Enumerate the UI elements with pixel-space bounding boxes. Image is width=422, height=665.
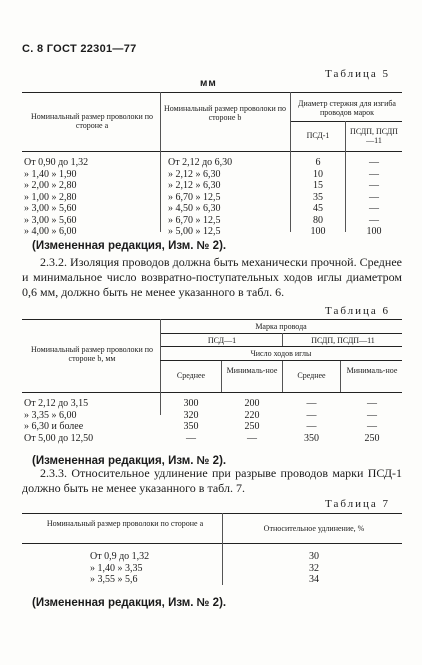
table5-row-psdp: — — [369, 203, 379, 214]
table6-row-min2: — — [367, 398, 377, 409]
table6-vline-1 — [160, 319, 161, 415]
table5-row-psd: 35 — [313, 191, 323, 203]
table7-row-a: От 0,9 до 1,32 — [90, 551, 150, 562]
paragraph-2-3-3: 2.3.3. Относительное удлинение при разрыве проводов марки ПСД-1 должно быть не менее указанного в табл. 7. — [22, 466, 402, 495]
table7-row-a: » 1,40 » 3,35 — [90, 562, 143, 574]
table5-row-psd: 10 — [313, 168, 323, 180]
table5-row-a: » 3,00 » 5,60 — [24, 203, 77, 214]
table7-vline — [222, 513, 223, 585]
table5-vline-2 — [290, 92, 291, 232]
table6-row-min1: 200 — [244, 398, 260, 409]
table5-row-psd: 45 — [313, 203, 323, 214]
table6-brand-header: Марка провода — [255, 322, 307, 331]
table7-col-a-header: Номинальный размер проволоки по стороне a — [46, 519, 204, 528]
table6-row-avg1: 320 — [183, 409, 199, 421]
table6-row-avg2: 350 — [304, 432, 319, 444]
table6-psdp-header: ПСДП, ПСДП—11 — [311, 336, 375, 345]
table5-vline-3 — [345, 121, 346, 232]
table6-strokes-header: Число ходов иглы — [250, 349, 312, 358]
table7-top-rule — [22, 513, 402, 514]
table6-row-avg2: — — [306, 398, 317, 409]
edit-note-2: (Измененная редакция, Изм. № 2). — [32, 455, 227, 467]
table6-vline-2 — [221, 360, 222, 392]
table6-vline-4 — [340, 360, 341, 392]
table5-caption: Таблица 5 — [325, 68, 391, 80]
table6-col-min1-values — [223, 398, 281, 444]
table6-row-min2: 250 — [364, 432, 380, 444]
table6-psd-header: ПСД—1 — [207, 336, 237, 345]
table6-min2-header: Минималь-ное — [346, 366, 398, 375]
table5-row-psdp: — — [369, 180, 379, 191]
table7-head-rule — [22, 543, 402, 544]
table6-row-avg2: — — [306, 409, 317, 421]
table7-row-a: » 3,55 » 5,6 — [90, 574, 138, 585]
table6-col-min2-values — [342, 398, 402, 444]
table6-row-b: От 5,00 до 12,50 — [24, 432, 94, 444]
table6-vline-3 — [282, 360, 283, 392]
table5-row-psdp: — — [369, 191, 379, 203]
table6-vline-mid — [282, 333, 283, 346]
table6-rule-2 — [160, 346, 402, 347]
table6-row-min1: — — [247, 432, 257, 444]
table5-col-a-values — [24, 157, 154, 238]
table7-row-el: 32 — [309, 562, 319, 574]
table5-col-psd-values — [292, 157, 344, 238]
table5-unit: мм — [200, 78, 217, 89]
table5-row-b: » 4,50 » 6,30 — [168, 203, 221, 214]
table6-row-avg2: — — [306, 421, 317, 432]
table6-head-rule — [22, 392, 402, 393]
table7-row-el: 34 — [309, 574, 319, 585]
edit-note-3: (Измененная редакция, Изм. № 2). — [32, 597, 227, 609]
table5-row-psdp: — — [369, 168, 379, 180]
table7-col-el-values — [226, 551, 402, 586]
table7-row-el: 30 — [309, 551, 319, 562]
paragraph-2-3-2: 2.3.2. Изоляция проводов должна быть механически прочной. Среднее и минимальное число возвратно-поступательных ходов иглы диаметром 0,6 мм, должно быть не менее указанного в табл. 6. — [22, 255, 402, 299]
table5-row-a: » 2,00 » 2,80 — [24, 180, 77, 191]
table5-row-b: » 6,70 » 12,5 — [168, 214, 221, 226]
table6-row-min1: 220 — [244, 409, 260, 421]
table7-col-el-header: Относительное удлинение, % — [263, 524, 365, 533]
table5-vline-1 — [160, 92, 161, 232]
table7-caption: Таблица 7 — [325, 498, 391, 510]
table5-row-b: » 2,12 » 6,30 — [168, 180, 221, 191]
table6-row-min1: 250 — [244, 421, 260, 432]
table5-row-a: » 1,00 » 2,80 — [24, 191, 77, 203]
table6-row-b: » 6,30 и более — [24, 421, 84, 432]
table5-col-a-header: Номинальный размер проволоки по стороне a — [31, 112, 153, 130]
table6-rule-3 — [160, 360, 402, 361]
table5-row-psdp: — — [369, 157, 379, 168]
table6-avg1-header: Среднее — [176, 371, 206, 380]
table6-rule-1 — [160, 333, 402, 334]
table5-top-rule — [22, 92, 402, 93]
table5-row-a: » 4,00 » 6,00 — [24, 226, 77, 237]
table5-col-group-header: Диаметр стержня для изгиба проводов марок — [298, 99, 396, 117]
table6-row-min2: — — [367, 409, 377, 421]
table5-row-a: » 1,40 » 1,90 — [24, 168, 77, 180]
table5-row-psd: 100 — [310, 226, 326, 237]
table5-col-b-header: Номинальный размер проволоки по стороне b — [164, 104, 286, 122]
table6-row-min2: — — [367, 421, 377, 432]
table5-row-a: От 0,90 до 1,32 — [24, 157, 89, 168]
table5-col-psdp-values — [347, 157, 401, 238]
edit-note-1: (Измененная редакция, Изм. № 2). — [32, 240, 227, 252]
table5-row-b: От 2,12 до 6,30 — [168, 157, 233, 168]
table6-row-b: » 3,35 » 6,00 — [24, 409, 77, 421]
table6-top-rule — [22, 319, 402, 320]
table6-row-avg1: — — [186, 432, 196, 444]
table5-row-psd: 6 — [315, 157, 321, 168]
table6-avg2-header: Среднее — [297, 371, 326, 380]
table5-row-psdp: — — [369, 214, 379, 226]
page-header: С. 8 ГОСТ 22301—77 — [22, 43, 137, 55]
table6-row-avg1: 300 — [183, 398, 199, 409]
table5-row-psd: 80 — [313, 214, 323, 226]
table6-col-avg1-values — [162, 398, 220, 444]
table6-row-b: От 2,12 до 3,15 — [24, 398, 89, 409]
table5-row-b: » 6,70 » 12,5 — [168, 191, 221, 203]
table5-row-psdp: 100 — [366, 226, 382, 237]
table6-min1-header: Минималь-ное — [226, 366, 278, 375]
table5-row-b: » 2,12 » 6,30 — [168, 168, 221, 180]
table5-row-b: » 5,00 » 12,5 — [168, 226, 221, 237]
table5-col-b-values — [168, 157, 286, 238]
table7-col-a-values — [90, 551, 218, 586]
table5-col-psd-header: ПСД-1 — [306, 131, 330, 140]
table6-col-b-header: Номинальный размер проволоки по стороне b, мм — [31, 345, 153, 363]
table6-col-b-values — [24, 398, 154, 444]
table5-row-a: » 3,00 » 5,60 — [24, 214, 77, 226]
table6-row-avg1: 350 — [183, 421, 199, 432]
table5-sub-rule — [290, 121, 402, 122]
table5-row-psd: 15 — [313, 180, 323, 191]
table6-caption: Таблица 6 — [325, 305, 391, 317]
table5-col-psdp-header: ПСДП, ПСДП—11 — [350, 127, 398, 145]
table6-col-avg2-values — [284, 398, 339, 444]
